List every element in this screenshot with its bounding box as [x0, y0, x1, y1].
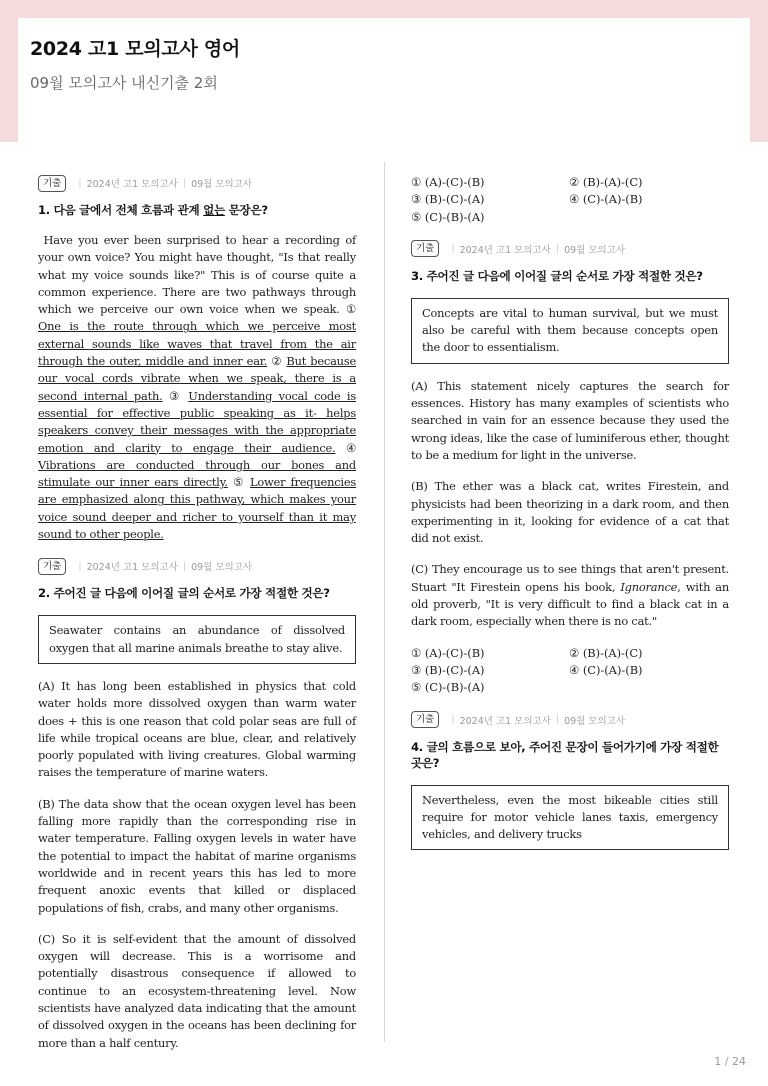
answer-choice[interactable]: ⑤ (C)-(B)-(A) [411, 680, 485, 695]
exam-month: 09월 모의고사 [191, 179, 253, 190]
source-badge: 기출 [38, 558, 66, 575]
question-2-given-box: Seawater contains an abundance of dissolved oxygen that all marine animals breathe to stay alive. [38, 615, 356, 664]
question-2-paragraph-b: (B) The data show that the ocean oxygen level has been falling more rapidly than the corresponding rise in water temperature. Falling oxygen levels in water have the potential to impact the habitat of marine organisms worldwide and in recent years this has led to more frequent anoxic events that killed or displaced populations of fish, crabs, and many other organisms. [38, 796, 356, 915]
column-divider [384, 162, 385, 1042]
question-meta: 기출 | 2024년 고1 모의고사 | 09월 모의고사 [411, 240, 729, 258]
exam-month: 09월 모의고사 [564, 715, 626, 727]
exam-month: 09월 모의고사 [191, 562, 253, 574]
question-3-choices [411, 645, 729, 697]
answer-choice[interactable]: ② (B)-(A)-(C) [569, 645, 643, 660]
question-3-given-box: Concepts are vital to human survival, but we must also be careful with them because concepts open the door to essentialism. [411, 298, 729, 364]
source-badge: 기출 [411, 240, 439, 257]
answer-choice[interactable]: ④ (C)-(A)-(B) [569, 192, 643, 207]
question-meta: 기출 | 2024년 고1 모의고사 | 09월 모의고사 [38, 174, 356, 192]
answer-choice[interactable]: ④ (C)-(A)-(B) [569, 662, 643, 677]
question-3-paragraph-c: (C) They encourage us to see things that aren't present. Stuart "It Firestein opens his book, Ignorance, with an old proverb, "It is very difficult to find a black cat in a dark room, especially when there is no cat." [411, 562, 729, 629]
emphasis-word: 없는 [203, 203, 225, 217]
book-title: Ignorance [620, 579, 678, 594]
question-meta: 기출 | 2024년 고1 모의고사 | 09월 모의고사 [411, 711, 729, 729]
question-3-title: 3. 주어진 글 다음에 이어질 글의 순서로 가장 적절한 것은? [411, 268, 703, 283]
question-3-paragraph-a: (A) This statement nicely captures the search for essences. History has many examples of scientists who searched in vain for an essence because they used the wrong ideas, like the case of luminiferous ether, thought to be a medium for light in the universe. [411, 378, 729, 462]
left-column [38, 174, 356, 1066]
exam-source: 2024년 고1 모의고사 [459, 244, 551, 256]
answer-choice[interactable]: ① (A)-(C)-(B) [411, 645, 485, 660]
exam-source: 2024년 고1 모의고사 [86, 562, 178, 574]
question-1-passage: Have you ever been surprised to hear a recording of your own voice? You might have thought, "Is that really what my voice sounds like?" This is of course quite a common experience. There are two pathways through which we perceive our own voice when we speak. ① One is the route through which we perceive most external sounds like waves that travel from the air through the outer, middle and inner ear. ② But because our vocal cords vibrate when we speak, there is a second internal path. ③ Understanding vocal code is essential for effective public speaking as it- helps speakers convey their messages with the appropriate emotion and clarity to engage their audience. ④ Vibrations are conducted through our bones and stimulate our inner ears directly. ⑤ Lower frequencies are emphasized along this pathway, which makes your voice sound deeper and richer to yourself than it may sound to other people. [38, 233, 357, 542]
question-1-title: 1. 다음 글에서 전체 흐름과 관계 없는 문장은? [38, 203, 268, 217]
question-4-given-box: Nevertheless, even the most bikeable cities still require for motor vehicle lanes taxis, emergency vehicles, and delivery trucks [411, 785, 729, 851]
page-subtitle: 09월 모의고사 내신기출 2회 [30, 74, 218, 92]
source-badge: 기출 [411, 711, 439, 728]
question-2-choices [411, 174, 729, 226]
exam-source: 2024년 고1 모의고사 [86, 179, 178, 190]
right-column [411, 174, 729, 864]
answer-choice[interactable]: ⑤ (C)-(B)-(A) [411, 209, 485, 224]
exam-source: 2024년 고1 모의고사 [459, 715, 551, 727]
question-4-title: 4. 글의 흐름으로 보아, 주어진 문장이 들어가기에 가장 적절한 곳은? [411, 739, 719, 770]
answer-choice[interactable]: ③ (B)-(C)-(A) [411, 192, 485, 207]
page-number: 1 / 24 [714, 1055, 746, 1068]
question-2-paragraph-a: (A) It has long been established in physics that cold water holds more dissolved oxygen than warm water does + this is one reason that cold polar seas are full of life while tropical oceans are blue, clear, and relatively poorly populated with living creatures. Global warming raises the temperature of marine waters. [38, 678, 356, 780]
question-2-paragraph-c: (C) So it is self-evident that the amount of dissolved oxygen will decrease. This is a worrisome and potentially disastrous consequence if allowed to continue to an ecosystem-threatening level. Now scientists have analyzed data indicating that the amount of dissolved oxygen in the oceans has been declining for more than a half century. [38, 931, 356, 1050]
question-2-title: 2. 주어진 글 다음에 이어질 글의 순서로 가장 적절한 것은? [38, 586, 330, 601]
exam-month: 09월 모의고사 [564, 244, 626, 256]
source-badge: 기출 [38, 175, 66, 192]
question-meta: 기출 | 2024년 고1 모의고사 | 09월 모의고사 [38, 557, 356, 575]
answer-choice[interactable]: ② (B)-(A)-(C) [569, 175, 643, 189]
answer-choice[interactable]: ① (A)-(C)-(B) [411, 175, 485, 189]
page-title: 2024 고1 모의고사 영어 [30, 38, 240, 60]
question-3-paragraph-b: (B) The ether was a black cat, writes Firestein, and physicists had been theorizing in a dark room, and then experimenting in it, looking for evidence of a cat that did not exist. [411, 479, 729, 546]
answer-choice[interactable]: ③ (B)-(C)-(A) [411, 662, 485, 677]
